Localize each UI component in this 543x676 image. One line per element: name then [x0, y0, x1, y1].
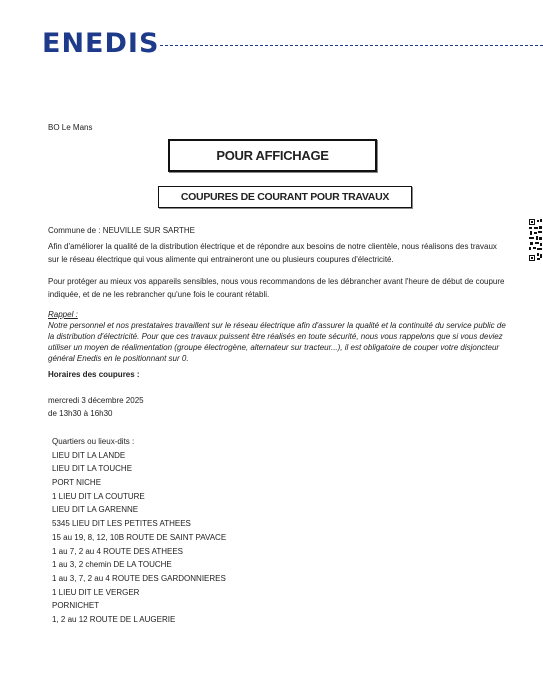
paragraph-2: Pour protéger au mieux vos appareils sensibles, nous vous recommandons de les débrancher avant l'heure de début de coupure indiquée, et de ne les rebrancher qu'une fois le courant rétabli.	[48, 277, 505, 299]
coupure-time: de 13h30 à 16h30	[48, 409, 113, 418]
list-item: PORNICHET	[52, 601, 100, 611]
quartiers-label: Quartiers ou lieux-dits :	[52, 437, 135, 446]
coupure-date: mercredi 3 décembre 2025	[48, 396, 144, 405]
list-item: 1 au 7, 2 au 4 ROUTE DES ATHEES	[52, 546, 184, 556]
quartiers-list	[52, 435, 226, 627]
list-item: 1 LIEU DIT LA COUTURE	[52, 491, 145, 501]
office-label: BO Le Mans	[48, 123, 93, 132]
horaires-label: Horaires des coupures :	[48, 370, 140, 379]
rappel-text: Notre personnel et nos prestataires travaillent sur le réseau électrique afin d'assurer la qualité et la continuité du service public de la distribution d'électricité. Pour que ces travaux puissent être réalisés en toute sécurité, nous vous rappelons que si vous deviez utiliser un moyen de réalimentation (groupe électrogène, alternateur sur tracteur...), il est obligatoire de couper votre disjoncteur général Enedis en le positionnant sur 0.	[48, 321, 506, 363]
list-item: 1 LIEU DIT LE VERGER	[52, 587, 140, 597]
qr-code-icon	[528, 218, 543, 263]
list-item: LIEU DIT LA GARENNE	[52, 505, 139, 515]
list-item: LIEU DIT LA TOUCHE	[52, 464, 133, 474]
rappel-block	[48, 309, 508, 364]
list-item: 15 au 19, 8, 12, 10B ROUTE DE SAINT PAVACE	[52, 532, 227, 542]
title-main: POUR AFFICHAGE	[216, 148, 329, 163]
list-item: PORT NICHE	[52, 478, 102, 488]
paragraph-1: Afin d'améliorer la qualité de la distribution électrique et de répondre aux besoins de notre clientèle, nous réalisons des travaux sur le réseau électrique qui vous alimente qui entraineront une ou plusieurs coupures d'électricité.	[48, 242, 497, 264]
list-item: LIEU DIT LA LANDE	[52, 450, 126, 460]
rappel-label: Rappel :	[48, 310, 78, 319]
title-sub: COUPURES DE COURANT POUR TRAVAUX	[180, 191, 390, 203]
title-sub-box	[158, 186, 412, 208]
list-item: 1, 2 au 12 ROUTE DE L AUGERIE	[52, 614, 176, 624]
list-item: 1 au 3, 7, 2 au 4 ROUTE DES GARDONNIERES	[52, 573, 226, 583]
enedis-logo: ENEDIS	[42, 28, 160, 59]
list-item: 5345 LIEU DIT LES PETITES ATHEES	[52, 519, 191, 529]
commune: Commune de : NEUVILLE SUR SARTHE	[48, 226, 196, 235]
header-divider	[160, 45, 543, 46]
list-item: 1 au 3, 2 chemin DE LA TOUCHE	[52, 560, 172, 570]
title-main-box	[168, 139, 377, 172]
